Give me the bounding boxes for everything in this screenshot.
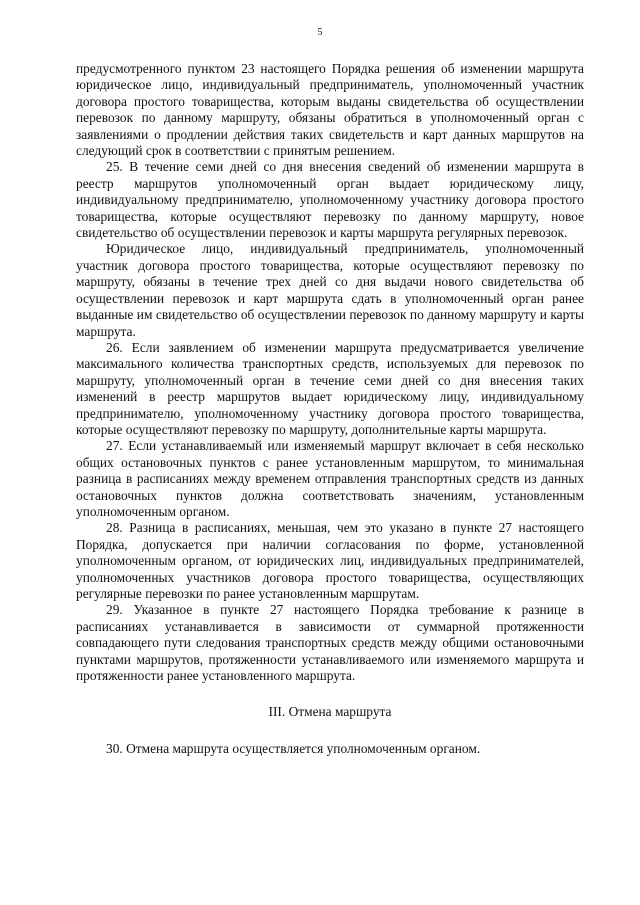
document-body xyxy=(76,61,584,757)
paragraph-26: 26. Если заявлением об изменении маршрута предусматривается увеличение максимального количества транспортных средств, используемых для перевозок по маршруту, уполномоченный орган в течение семи дней со дня внесения таких изменений в реестр маршрутов выдает юридическому лицу, индивидуальному предпринимателю, уполномоченному участнику договора простого товарищества, которые осуществляют перевозку по маршруту, дополнительные карты маршрута. xyxy=(76,339,584,437)
paragraph-30: 30. Отмена маршрута осуществляется уполномоченным органом. xyxy=(106,740,481,756)
page-number: 5 xyxy=(317,27,323,38)
paragraph-continuation: предусмотренного пунктом 23 настоящего Порядка решения об изменении маршрута юридическое лицо, индивидуальный предприниматель, уполномоченный участник договора простого товарищества, которым выданы свидетельства об осуществлении перевозок по данному маршруту, обязаны обратиться в уполномоченный орган с заявлениями о продлении действия таких свидетельств и карт данных маршрутов на следующий срок в соответствии с принятым решением. xyxy=(76,61,584,159)
paragraph-27: 27. Если устанавливаемый или изменяемый маршрут включает в себя несколько общих остановочных пунктов с ранее установленным маршрутом, то минимальная разница в расписаниях между временем отправления транспортных средств из данных остановочных пунктов должна соответствовать значениям, установленным уполномоченным органом. xyxy=(76,438,584,519)
paragraph-29: 29. Указанное в пункте 27 настоящего Порядка требование к разнице в расписаниях устанавливается в зависимости от суммарной протяженности совпадающего пути следования транспортных средств между общими остановочными пунктами маршрутов, протяженности устанавливаемого или изменяемого маршрута и протяженности ранее установленного маршрута. xyxy=(76,602,584,684)
paragraph-28: 28. Разница в расписаниях, меньшая, чем это указано в пункте 27 настоящего Порядка, допускается при наличии согласования по форме, установленной уполномоченным органом, от юридических лиц, индивидуальных предпринимателей, уполномоченных участников договора простого товарищества, осуществляющих регулярные перевозки по ранее установленным маршрутам. xyxy=(76,520,584,601)
section-heading: III. Отмена маршрута xyxy=(268,704,392,720)
paragraph-25-second: Юридическое лицо, индивидуальный предприниматель, уполномоченный участник договора простого товарищества, которые осуществляют перевозку по маршруту, обязаны в течение трех дней со дня выдачи нового свидетельства об осуществлении перевозок и карт маршрута сдать в уполномоченный орган ранее выданные им свидетельство об осуществлении перевозок по данному маршруту и карты маршрута. xyxy=(76,241,584,339)
paragraph-25: 25. В течение семи дней со дня внесения сведений об изменении маршрута в реестр маршрутов уполномоченный орган выдает юридическому лицу, индивидуальному предпринимателю, уполномоченному участнику договора простого товарищества, которые осуществляют перевозку по данному маршруту, новое свидетельство об осуществлении перевозок и карты маршрута регулярных перевозок. xyxy=(76,159,584,241)
